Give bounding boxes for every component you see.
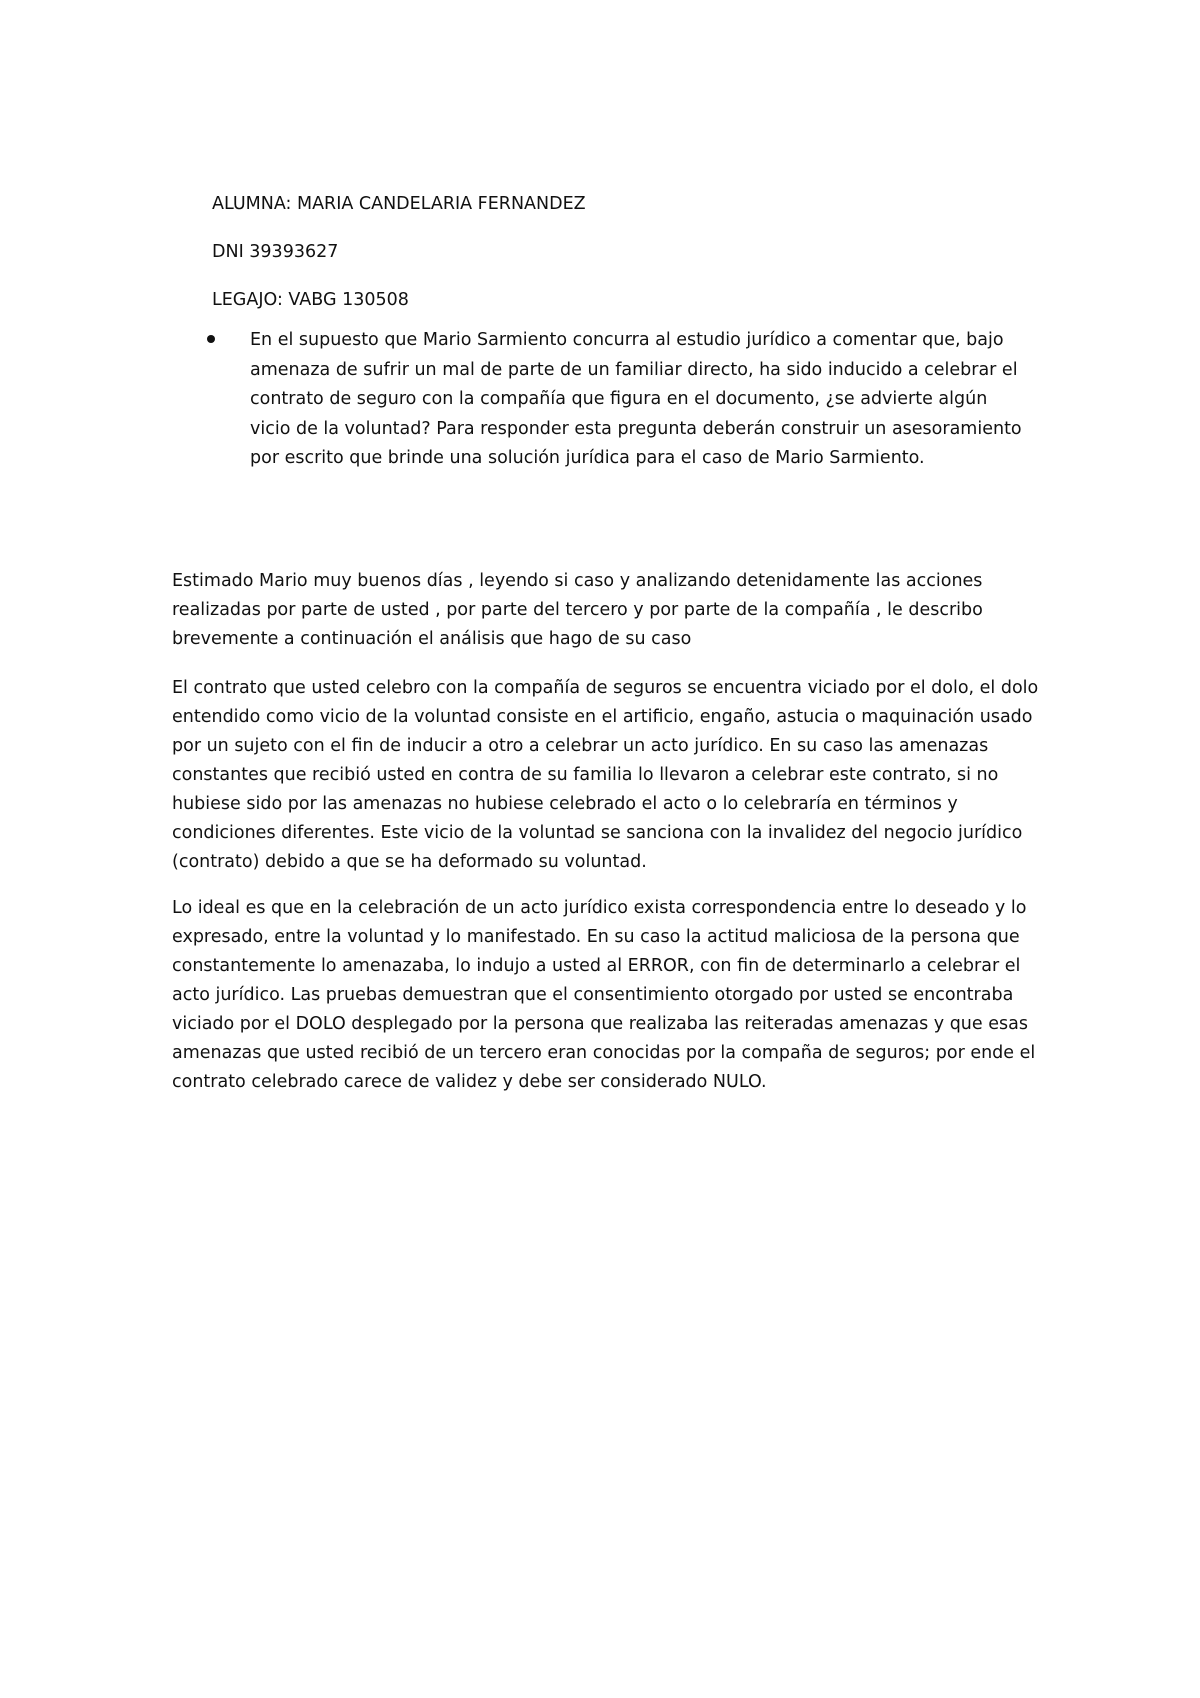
answer-paragraph-2: El contrato que usted celebro con la compañía de seguros se encuentra viciado por el dolo, el dolo entendido como vicio de la voluntad consiste en el artificio, engaño, astucia o maquinación usado por un sujeto con el fin de inducir a otro a celebrar un acto jurídico. En su caso las amenazas constantes que recibió usted en contra de su familia lo llevaron a celebrar este contrato, si no hubiese sido por las amenazas no hubiese celebrado el acto o lo celebraría en términos y condiciones diferentes. Este vicio de la voluntad se sanciona con la invalidez del negocio jurídico (contrato) debido a que se ha deformado su voluntad.: [172, 678, 1039, 872]
student-dni: DNI 39393627: [212, 242, 339, 262]
answer-paragraph-1: Estimado Mario muy buenos días , leyendo si caso y analizando detenidamente las acciones realizadas por parte de usted , por parte del tercero y por parte de la compañía , le describo brevemente a continuación el análisis que hago de su caso: [172, 571, 983, 649]
bullet-icon: [207, 335, 215, 343]
student-name: ALUMNA: MARIA CANDELARIA FERNANDEZ: [212, 194, 586, 214]
question-text: En el supuesto que Mario Sarmiento concurra al estudio jurídico a comentar que, bajo amenaza de sufrir un mal de parte de un familiar directo, ha sido inducido a celebrar el contrato de seguro con la compañía que figura en el documento, ¿se advierte algún vicio de la voluntad? Para responder esta pregunta deberán construir un asesoramiento por escrito que brinde una solución jurídica para el caso de Mario Sarmiento.: [250, 330, 1022, 468]
question-bullet: [212, 326, 1032, 474]
answer-paragraph-3: Lo ideal es que en la celebración de un acto jurídico exista correspondencia entre lo deseado y lo expresado, entre la voluntad y lo manifestado. En su caso la actitud maliciosa de la persona que constantemente lo amenazaba, lo indujo a usted al ERROR, con fin de determinarlo a celebrar el acto jurídico. Las pruebas demuestran que el consentimiento otorgado por usted se encontraba viciado por el DOLO desplegado por la persona que realizaba las reiteradas amenazas y que esas amenazas que usted recibió de un tercero eran conocidas por la compaña de seguros; por ende el contrato celebrado carece de validez y debe ser considerado NULO.: [172, 898, 1036, 1092]
student-legajo: LEGAJO: VABG 130508: [212, 290, 409, 310]
